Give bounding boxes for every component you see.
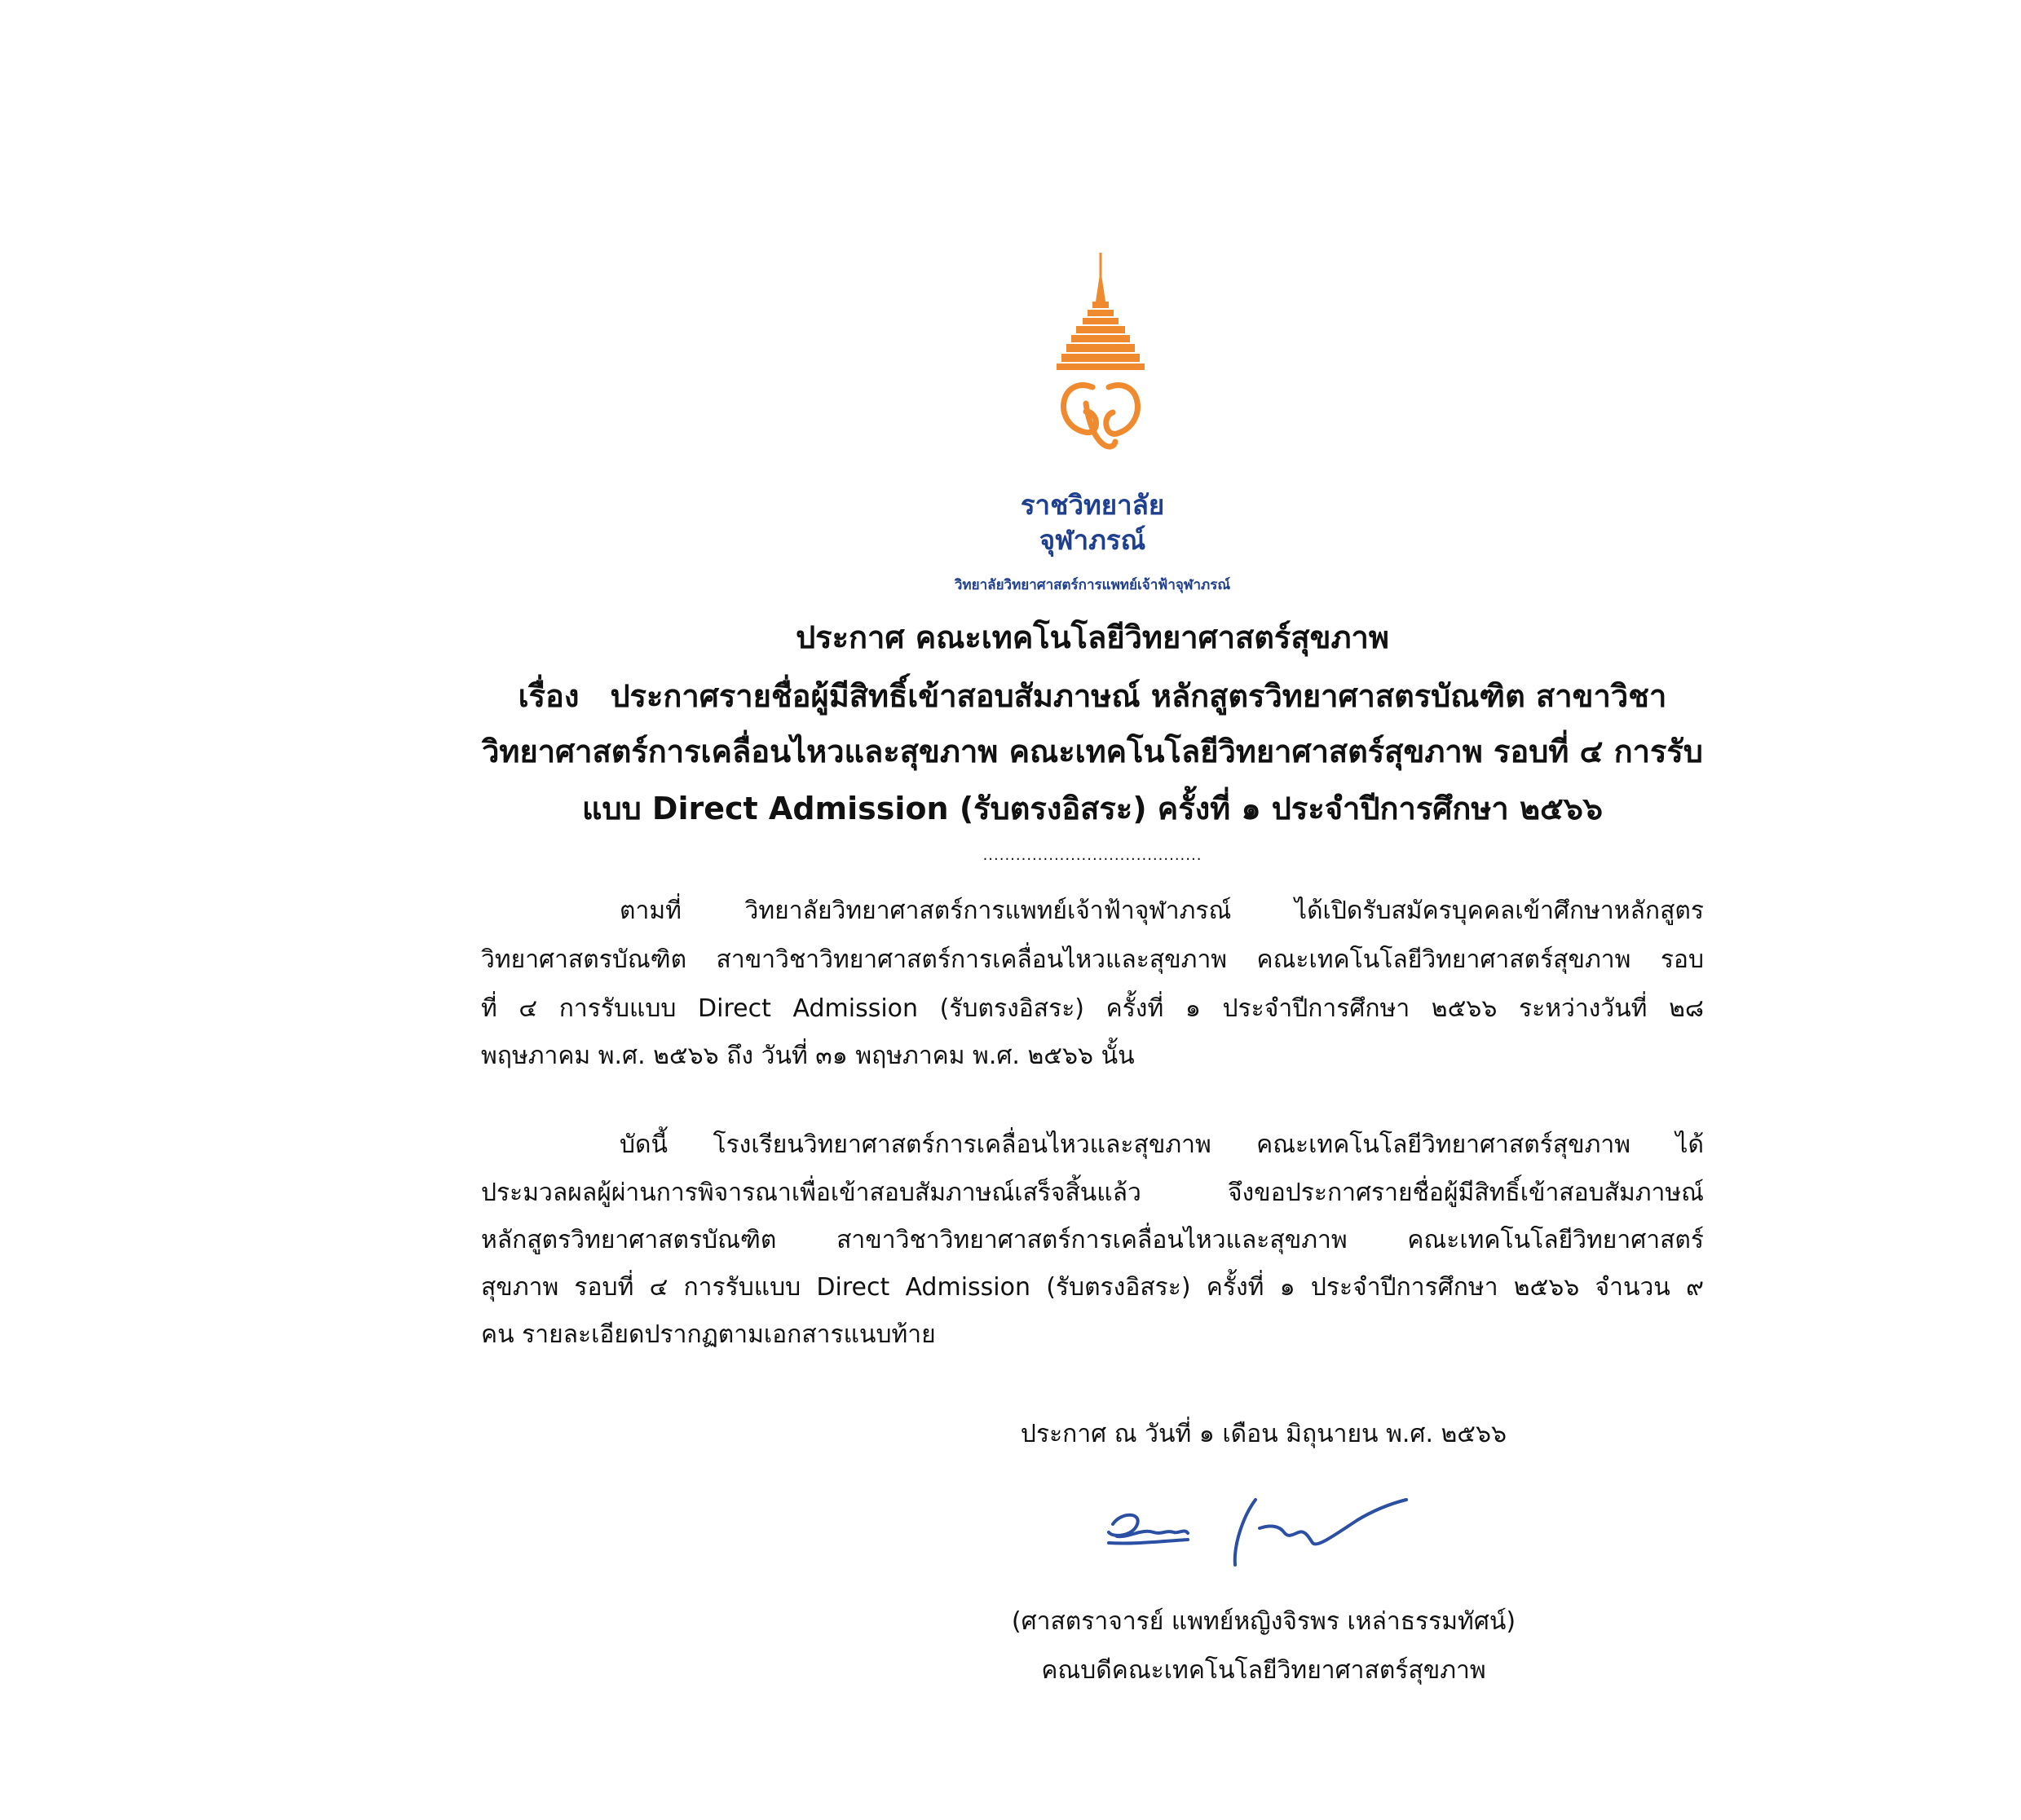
- college-name-line-1: ราชวิทยาลัย: [1020, 489, 1165, 521]
- paragraph-1-line: ที่ ๔ การรับแบบ Direct Admission (รับตรงอิสระ) ครั้งที่ ๑ ประจำปีการศึกษา ๒๕๖๖ ระหว่างวันที่ ๒๘: [481, 994, 1704, 1023]
- subject-line-1: [457, 676, 1728, 716]
- paragraph-2-line: บัดนี้ โรงเรียนวิทยาศาสตร์การเคลื่อนไหวและสุขภาพ คณะเทคโนโลยีวิทยาศาสตร์สุขภาพ ได้: [620, 1130, 1704, 1159]
- paragraph-1-line: วิทยาศาสตรบัณฑิต สาขาวิชาวิทยาศาสตร์การเคลื่อนไหวและสุขภาพ คณะเทคโนโลยีวิทยาศาสตร์สุขภาพ รอบ: [481, 945, 1704, 974]
- paragraph-2-line: คน รายละเอียดปรากฏตามเอกสารแนบท้าย: [481, 1320, 936, 1349]
- subject-text-1: ประกาศรายชื่อผู้มีสิทธิ์เข้าสอบสัมภาษณ์ หลักสูตรวิทยาศาสตรบัณฑิต สาขาวิชา: [610, 678, 1667, 714]
- paragraph-1-line: ตามที่ วิทยาลัยวิทยาศาสตร์การแพทย์เจ้าฟ้าจุฬาภรณ์ ได้เปิดรับสมัครบุคคลเข้าศึกษาหลักสูตร: [620, 897, 1704, 925]
- handwritten-signature: [1097, 1487, 1414, 1577]
- announcement-date: ประกาศ ณ วันที่ ๑ เดือน มิถุนายน พ.ศ. ๒๕๖๖: [1020, 1420, 1507, 1448]
- paragraph-2-line: หลักสูตรวิทยาศาสตรบัณฑิต สาขาวิชาวิทยาศาสตร์การเคลื่อนไหวและสุขภาพ คณะเทคโนโลยีวิทยาศาสตร์: [481, 1226, 1704, 1254]
- college-subtitle: วิทยาลัยวิทยาศาสตร์การแพทย์เจ้าฟ้าจุฬาภรณ์: [954, 577, 1231, 593]
- signatory-name: (ศาสตราจารย์ แพทย์หญิงจิรพร เหล่าธรรมทัศน์): [1011, 1607, 1516, 1636]
- separator: ........................................: [982, 847, 1202, 864]
- paragraph-1-line: พฤษภาคม พ.ศ. ๒๕๖๖ ถึง วันที่ ๓๑ พฤษภาคม พ.ศ. ๒๕๖๖ นั้น: [481, 1042, 1135, 1070]
- paragraph-2-line: ประมวลผลผู้ผ่านการพิจารณาเพื่อเข้าสอบสัมภาษณ์เสร็จสิ้นแล้ว จึงขอประกาศรายชื่อผู้มีสิทธิ์เข้าสอบสัมภาษณ์: [481, 1179, 1704, 1207]
- subject-label: เรื่อง: [518, 678, 580, 714]
- signatory-position: คณบดีคณะเทคโนโลยีวิทยาศาสตร์สุขภาพ: [1041, 1656, 1486, 1685]
- paragraph-2-line: สุขภาพ รอบที่ ๔ การรับแบบ Direct Admission (รับตรงอิสระ) ครั้งที่ ๑ ประจำปีการศึกษา ๒๕๖๖ จำนวน ๙: [481, 1273, 1704, 1302]
- college-emblem-icon: [1035, 253, 1166, 465]
- announcement-title: ประกาศ คณะเทคโนโลยีวิทยาศาสตร์สุขภาพ: [796, 619, 1389, 655]
- subject-line-3: แบบ Direct Admission (รับตรงอิสระ) ครั้งที่ ๑ ประจำปีการศึกษา ๒๕๖๖: [581, 791, 1604, 826]
- college-name-line-2: จุฬาภรณ์: [1039, 524, 1146, 556]
- subject-line-2: วิทยาศาสตร์การเคลื่อนไหวและสุขภาพ คณะเทคโนโลยีวิทยาศาสตร์สุขภาพ รอบที่ ๔ การรับ: [482, 734, 1703, 769]
